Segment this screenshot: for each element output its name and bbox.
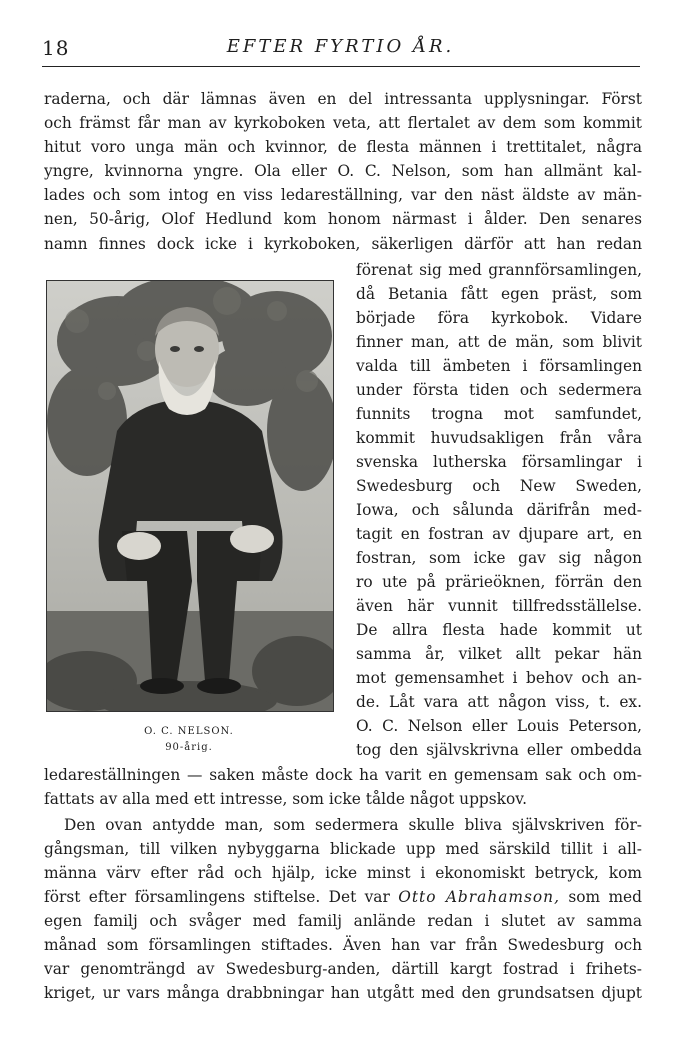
text-line: fattats av alla med ett intresse, som icke tålde något uppskov.: [44, 790, 528, 808]
text-line: mot gemensamhet i behov och an-: [356, 669, 642, 687]
text-line: började föra kyrkobok. Vidare: [356, 309, 642, 327]
text-line: tagit en fostran av djupare art, en: [356, 525, 642, 543]
text-line: och främst får man av kyrkoboken veta, att flertalet av dem som kommit: [44, 114, 642, 132]
text-line: fostran, som icke gav sig någon: [356, 549, 642, 567]
text-line: även här vunnit tillfredsställelse.: [356, 597, 642, 615]
text-span: som med: [559, 888, 642, 906]
text-line: var genomträngd av Swedesburg-anden, därtill kargt fostrad i frihets-: [44, 960, 642, 978]
text-line: namn finnes dock icke i kyrkoboken, säkerligen därför att han redan: [44, 235, 642, 253]
text-line: samma år, vilket allt pekar hän: [356, 645, 642, 663]
portrait-illustration: [47, 281, 333, 711]
text-line-with-name: [44, 886, 642, 908]
text-line: förenat sig med grannförsamlingen,: [356, 261, 642, 279]
paragraph-first-line: Den ovan antydde man, som sedermera skulle bliva självskriven för-: [64, 816, 642, 834]
text-line: under första tiden och sedermera: [356, 381, 642, 399]
text-line: Swedesburg och New Sweden,: [356, 477, 642, 495]
text-line: O. C. Nelson eller Louis Peterson,: [356, 717, 642, 735]
text-line: svenska lutherska församlingar i: [356, 453, 642, 471]
text-line: funnits trogna mot samfundet,: [356, 405, 642, 423]
running-head: EFTER FYRTIO ÅR.: [226, 36, 455, 57]
text-line: lades och som intog en viss ledareställning, var den näst äldste av män-: [44, 186, 642, 204]
text-line: tog den självskrivna eller ombedda: [356, 741, 642, 759]
text-line: Iowa, och sålunda därifrån med-: [356, 501, 642, 519]
person-name-italic: Otto Abrahamson,: [398, 888, 560, 906]
text-line: yngre, kvinnorna yngre. Ola eller O. C. Nelson, som han allmänt kal-: [44, 162, 642, 180]
photo-caption-age: 90-årig.: [165, 742, 213, 753]
text-line: männa värv efter råd och hjälp, icke minst i ekonomiskt betryck, kom: [44, 864, 642, 882]
header-rule: [42, 66, 640, 67]
text-line: finner man, att de män, som blivit: [356, 333, 642, 351]
text-line: ledareställningen — saken måste dock ha varit en gemensam sak och om-: [44, 766, 642, 784]
text-line: egen familj och svåger med familj anlände redan i slutet av samma: [44, 912, 642, 930]
page-number: 18: [42, 36, 70, 60]
text-line: raderna, och där lämnas även en del intressanta upplysningar. Först: [44, 90, 642, 108]
text-line: hitut voro unga män och kvinnor, de flesta männen i trettitalet, några: [44, 138, 642, 156]
text-line: månad som församlingen stiftades. Även han var från Swedesburg och: [44, 936, 642, 954]
text-line: valda till ämbeten i församlingen: [356, 357, 642, 375]
text-line: kriget, ur vars många drabbningar han utgått med den grundsatsen djupt: [44, 984, 642, 1002]
text-line: de. Låt vara att någon viss, t. ex.: [356, 693, 642, 711]
photo-caption-name: O. C. NELSON.: [144, 726, 234, 737]
text-line: gångsman, till vilken nybyggarna blickade upp med särskild tillit i all-: [44, 840, 642, 858]
portrait-photo: [46, 280, 334, 712]
text-line: kommit huvudsakligen från våra: [356, 429, 642, 447]
text-span: först efter församlingens stiftelse. Det var: [44, 888, 399, 906]
text-line: då Betania fått egen präst, som: [356, 285, 642, 303]
text-line: De allra flesta hade kommit ut: [356, 621, 642, 639]
text-line: ro ute på prärieöknen, förrän den: [356, 573, 642, 591]
text-line: nen, 50-årig, Olof Hedlund kom honom närmast i ålder. Den senares: [44, 210, 642, 228]
